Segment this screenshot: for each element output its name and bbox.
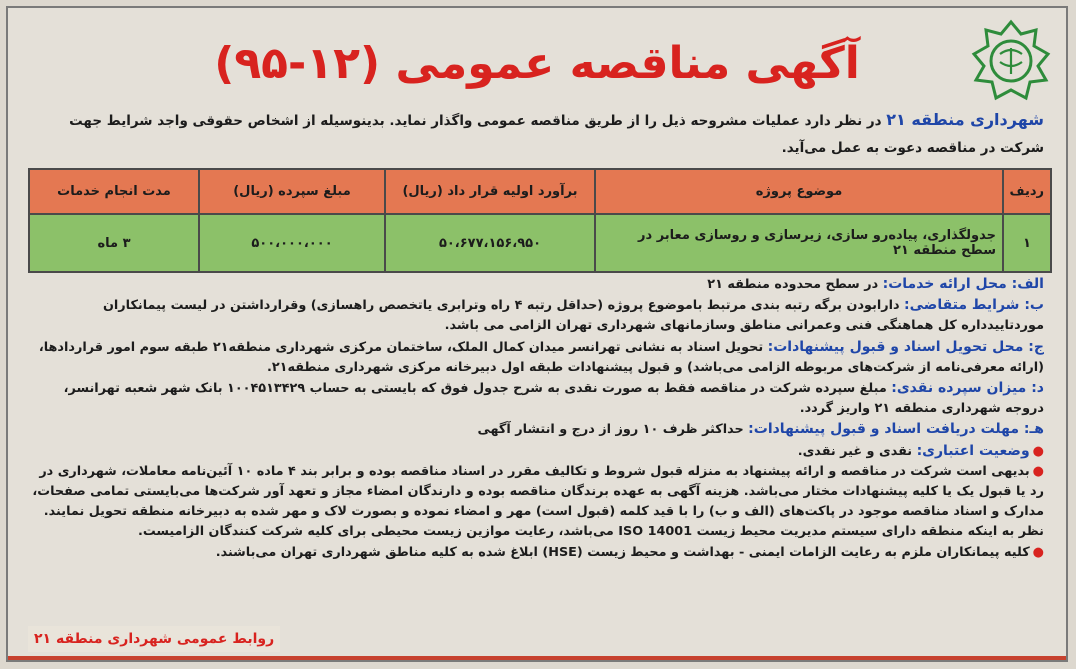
notice-intro [28,106,1044,162]
section-he [26,419,1044,440]
section-be-label: ب: شرایط متقاضی: [904,297,1044,314]
cell-service-duration: ۳ ماه [29,214,199,272]
section-dal [26,378,1044,419]
section-he-label: هـ: مهلت دریافت اسناد و قبول پیشنهادات: [748,421,1044,438]
section-jim [26,337,1044,378]
bottom-stripe [8,656,1066,660]
note-hse-text: کلیه پیمانکاران ملزم به رعایت الزامات ایمنی - بهداشت و محیط زیست (HSE) ابلاغ شده به کلیه مناطق شهرداری تهران می‌باشند. [215,544,1030,560]
intro-org: شهرداری منطقه ۲۱ [886,110,1044,129]
section-jim-label: ج: محل تحویل اسناد و قبول پیشنهادات: [767,338,1044,355]
header-initial-estimate: برآورد اولیه قرار داد (ریال) [385,169,595,214]
bullet-icon: ● [1032,463,1044,479]
tehran-municipality-logo-icon [968,18,1054,104]
section-be [26,295,1044,336]
section-he-text: حداکثر ظرف ۱۰ روز از درج و انتشار آگهی [477,422,749,438]
section-vav-label: وضعیت اعتباری: [916,442,1030,459]
public-relations-signature: روابط عمومی شهرداری منطقه ۲۱ [28,626,280,652]
section-be-text: دارابودن برگه رتبه بندی مرتبط باموضوع پروژه (حداقل رتبه ۴ راه وترابری یاتخصص راهسازی) وقرارداشتن در لیست پیمانکاران موردتاییدداره کل هماهنگی فنی وعمرانی مناطق وسازمانهای شهرداری تهران الزامی می باشد. [102,298,1044,334]
section-alef [26,274,1044,295]
header-deposit-amount: مبلغ سپرده (ریال) [199,169,385,214]
section-jim-text: تحویل اسناد به نشانی تهرانسر میدان کمال الملک، ساختمان مرکزی شهرداری منطقه۲۱ طبقه سوم امور قراردادها، (ارائه معرفی‌نامه از شرکت‌های مربوطه الزامی می‌باشد) و قبول پیشنهادات طبقه اول دبیرخانه مرکزی شهرداری منطقه۲۱. [38,339,1044,375]
note-general [26,462,1044,543]
notice-page [6,6,1068,662]
section-vav-text: نقدی و غیر نقدی. [797,443,917,459]
section-vav [26,441,1044,462]
projects-table [28,168,1052,273]
section-dal-label: د: میزان سپرده نقدی: [891,380,1044,397]
cell-row-number: ۱ [1003,214,1051,272]
bullet-icon: ● [1032,443,1044,459]
table-row [29,214,1051,272]
notice-body [26,274,1044,563]
note-general-text: بدیهی است شرکت در مناقصه و ارائه پیشنهاد به منزله قبول شروط و تکالیف مقرر در اسناد مناقصه بوده و برابر بند ۴ ماده ۱۰ آئین‌نامه معاملات، شهرداری در رد یا قبول یک یا کلیه پیشنهادات مختار می‌باشد. هزینه آگهی به عهده برندگان مناقصه بوده و دارندگان امضاء مجاز و تعهد آور شرکت‌ها می‌بایستی تمامی صفحات، مدارک و اسناد مناقصه موجود در پاکت‌های (الف و ب) را با قید کلمه (قبول است) مهر و امضاء نموده و بصورت لاک و مهر شده به دبیرخانه منطقه تحویل نمایند. نظر به اینکه منطقه دارای سیستم مدیریت محیط زیست ISO 14001 می‌باشد، رعایت موازین زیست محیطی برای کلیه شرکت کنندگان الزامیست. [32,463,1044,540]
cell-project-topic: جدولگذاری، پیاده‌رو سازی، زیرسازی و روسازی معابر در سطح منطقه ۲۱ [595,214,1003,272]
header-project-topic: موضوع پروژه [595,169,1003,214]
header-row-number: ردیف [1003,169,1051,214]
note-hse [26,543,1044,563]
section-alef-label: الف: محل ارائه خدمات: [882,276,1044,292]
notice-title: آگهی مناقصه عمومی (۱۲-۹۵) [214,38,860,89]
intro-text: در نظر دارد عملیات مشروحه ذیل را از طریق مناقصه عمومی واگذار نماید. بدینوسیله از اشخاص حقوقی واجد شرایط جهت شرکت در مناقصه دعوت به عمل می‌آید. [69,113,1044,156]
table-header-row [29,169,1051,214]
cell-deposit-amount: ۵۰۰،۰۰۰،۰۰۰ [199,214,385,272]
section-alef-text: در سطح محدوده منطقه ۲۱ [707,277,883,292]
bullet-icon: ● [1032,544,1044,560]
section-dal-text: مبلغ سپرده شرکت در مناقصه فقط به صورت نقدی به شرح جدول فوق که بایستی به حساب ۱۰۰۴۵۱۳۴۲۹ بانک شهر شعبه تهرانسر، دروجه شهرداری منطقه ۲۱ واریز گردد. [63,381,1044,417]
header-service-duration: مدت انجام خدمات [29,169,199,214]
cell-initial-estimate: ۵۰،۶۷۷،۱۵۶،۹۵۰ [385,214,595,272]
